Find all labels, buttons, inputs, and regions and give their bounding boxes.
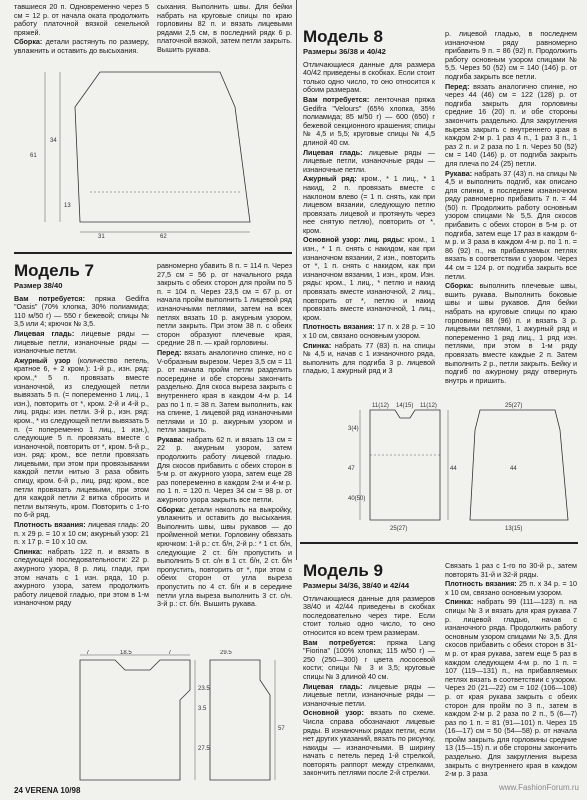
diagram-label: 61 — [30, 153, 37, 159]
density-paragraph — [14, 521, 149, 547]
model-7-section — [14, 262, 149, 609]
text-paragraph: тавшиеся 20 п. Одновременно через 5 см = 12 р. от начала оката продолжить работу платочной вязкой секельной пряжей. — [14, 2, 149, 37]
intro-paragraph: Отличающиеся данные для размера 40/42 приведены в скобках. Если стоит только одно число, то оно относится к обоим размерам. — [303, 59, 435, 95]
section-text: набрать 99 (111—123) п. на спицы № 3 и вязать для края рукава 7 р. лицевой гладью, начав с изнаночного ряда. Продолжить работу основным узором спицами № 3,5. Для скосов прибавить с обеих сторон в 31-м р. от края рукава, затем еще 5 раз в каждом следующем 4-м р. по 1 п. = 107 (119—131) п., на прибавляемых петлях вязать в соответствии с узором. Через 20 (21—22) см = 102 (106—108) р. от края рукава закрыть с обеих сторон для пройм по 3 п., затем в каждом 2-м р. 2 раза по 2 п., 5 (6—7) раз по 1 п. = 81 (91—101) п. Через 15 (16—17) см = 50 (54—58) р. от начала пройм закрыть для горловины средние 13 (15—15) п. и обе стороны закончить раздельно. Для закругления выреза закрыть с внутреннего края в каждом 2-м р. 3 раза — [445, 597, 577, 779]
intro-paragraph: Отличающиеся данные для размеров 38/40 и 42/44 приведены в скобках последовательно через тире. Если стоит только одно число, то оно относится ко всем трем размерам. — [303, 593, 435, 637]
stitch-paragraph — [303, 709, 435, 778]
model-9-section — [303, 562, 435, 779]
model-8-pattern-diagram — [300, 400, 580, 535]
section-label: Перед: — [445, 81, 470, 91]
section-text: набрать 122 п. и вязать в следующей последовательности: 22 р. ажурного узора, 8 р. лиц. глади, при этом начать с 1 изн. ряда, 10 р. ажурного узора, затем продолжить работу лицевой гладью, при этом в 1-м изнаночном ряду — [14, 546, 149, 608]
assembly-paragraph — [445, 282, 577, 385]
diagram-label: 3.5 — [198, 706, 207, 712]
materials-paragraph — [303, 96, 435, 148]
diagram-label: 13(15) — [505, 526, 523, 532]
diagram-label: 13 — [64, 203, 71, 209]
materials-paragraph — [303, 639, 435, 682]
page-footer: 24 VERENA 10/98 — [14, 786, 81, 795]
back-paragraph — [14, 548, 149, 608]
section-label: Сборка: — [14, 37, 43, 47]
section-label: Лицевая гладь: — [14, 328, 75, 338]
diagram-label: 57 — [278, 726, 285, 732]
section-label: Сборка: — [445, 281, 474, 291]
back-paragraph — [445, 598, 577, 778]
model-9-title: Модель 9 — [303, 561, 383, 580]
sleeve-pattern-diagram — [20, 62, 290, 242]
text-paragraph: р. лицевой гладью, в последнем изнаночном ряду равномерно прибавить 9 п. = 86 (92) п. Продолжить работу основным узором спицами № 5,5. Через 50 (52) см = 140 (146) р. от подгиба закрыть все петли. — [445, 29, 577, 81]
section-text: кром., 1 изн., * 1 п. снять с накидом, как при изнаночном вязании, 2 изн., повторить от *, 1 п. снять с накидом, как при изнаночном вязании, 1 изн., кром. Изн. ряды: кром., 1 лиц., * петлю и накид провязать вместе изнаночной, 2 лиц., повторить от *, петлю и накид провязать вместе изнаночной, 1 лиц., кром. — [303, 235, 435, 322]
section-label: Ажурный узор — [14, 355, 71, 365]
section-label: Плотность вязания: — [14, 520, 86, 530]
text-paragraph: равномерно убавить 8 п. = 114 п. Через 27,5 см = 56 р. от начального ряда закрыть с обеих сторон для пройм по 5 п. = 104 п. Через 23,5 см = 67 р. от начала пройм выполнить 1 лицевой ряд изнаночными петлями, затем на всех петлях вязать 10 р. ажурным узором, петли закрыть. При этом 38 п. с обеих сторон образуют плечевые края, средние 28 п. — край горловины. — [157, 261, 292, 348]
section-label: Перед: — [157, 347, 182, 357]
back-pattern-diagram — [20, 650, 292, 785]
column-divider — [296, 0, 297, 560]
section-text: пряжа Gedifra "Oasis" (70% хлопка, 30% полиамида; 110 м/50 г) — 550 г бежевой; спицы № 3,5 или 4; крючок № 3,5. — [14, 293, 149, 329]
density-paragraph — [303, 323, 435, 340]
model-7-title: Модель 7 — [14, 261, 94, 280]
diagram-label: 23.5 — [198, 686, 210, 692]
section-text: набрать 37 (43) п. на спицы № 4,5 и выполнить подгиб, как описано для спинки, в последнем изнаночном ряду равномерно прибавить 7 п. = 44 (50) п. Продолжить работу основным узором спицами № 5,5. Для скосов прибавить с обеих сторон в 5-м р. от подгиба, затем еще 17 раз в каждом 6-м р. и 3 раза в каждом 4-м р. по 1 п. = 86 (92) п., на прибавляемых петлях вязать в соответствии с узором. Через 44 см = 124 р. от подгиба закрыть все петли. — [445, 168, 577, 281]
diagram-label: 31 — [98, 234, 105, 240]
section-label: Основной узор: — [303, 708, 364, 718]
section-divider — [300, 542, 578, 544]
stitch-paragraph — [303, 236, 435, 322]
section-label: Рукава: — [157, 434, 185, 444]
model-9-continued — [445, 562, 577, 780]
section-text: вязать аналогично спинке, но через 44 (46) см = 122 (128) р. от подгиба закрыть для горловины средние 16 (20) п. и обе стороны закончить раздельно. Для закругления выреза закрыть с внутреннего края в каждом 2-м р. 1 раз 4 п., 1 раз 3 п., 1 раз 2 п. и 2 раза по 1 п. Через 50 (52) см = 140 (146) р. от подгиба закрыть для плеча по 24 (25) петли. — [445, 81, 577, 168]
diagram-label: 25(27) — [390, 526, 408, 532]
assembly-paragraph — [157, 506, 292, 609]
back-paragraph — [303, 342, 435, 376]
section-text: лицевые ряды — лицевые петли, изнаночные ряды — изнаночные петли. — [303, 681, 435, 708]
sleeve-paragraph — [445, 170, 577, 282]
stitch-paragraph — [14, 357, 149, 520]
stitch-paragraph — [303, 149, 435, 175]
text-paragraph: Связать 1 раз с 1-го по 30-й р., затем повторять 31-й и 32-й ряды. — [445, 561, 577, 579]
model-8-continued — [445, 30, 577, 386]
diagram-label: 40(50) — [348, 496, 366, 502]
diagram-label: 11(12) — [372, 403, 389, 409]
diagram-label: 44 — [510, 466, 517, 472]
section-label: Лицевая гладь: — [303, 147, 363, 157]
section-text: детали наколоть на выкройку, увлажнить и оставить до высыхания. Выполнить швы, швы рукавов — до пройменной метки. Горловину обвязать крючком: 1-й р.: ст. б/н, 2-й р.: * 1 ст. б/н, следующие 2 ст. б/н пропустить и выполнить 5 ст. с/н в 1 ст. б/н, 2 ст. б/н пропустить, повторить от *, при этом с обеих сторон от угла выреза пропустить по 4 ст. б/н и в середине петли угла выреза выполнить 3 ст. с/н. 3-й р.: ст. б/н. Вышить рукава. — [157, 504, 292, 609]
section-text: пряжа Lang "Fiorina" (100% хлопка; 115 м/50 г) — 250 (250—300) г цвета лососевой кости; спицы № 3 и 3,5; круговые спицы № 3 длиной 40 см. — [303, 637, 435, 681]
section-label: Ажурный ряд: — [303, 174, 357, 184]
diagram-label: 18.5 — [120, 650, 132, 656]
model-7-size: Размер 38/40 — [14, 281, 63, 290]
section-label: Спинка: — [303, 340, 332, 350]
section-label: Плотность вязания: — [445, 579, 517, 589]
section-label: Спинка: — [14, 546, 43, 556]
section-label: Вам потребуется: — [303, 637, 376, 647]
front-paragraph — [445, 83, 577, 169]
section-text: ленточная пряжа Gedifra "Velours" (65% хлопка, 35% полиамида; 85 м/50 г) — 600 (650) г бежевой секционного крашения; спицы № 4,5 и 5,5; круговые спицы № 4,5 длиной 40 см. — [303, 94, 435, 147]
front-paragraph — [157, 349, 292, 435]
section-text: лицевая гладь: 20 п. x 29 р. = 10 x 10 см; ажурный узор: 21 п. x 17 р. = 10 x 10 см. — [14, 520, 150, 547]
stitch-paragraph — [303, 175, 435, 235]
section-text: набрать 77 (83) п. на спицы № 4,5 и, начав с 1 изнаночного ряда, выполнить для подгиба 3 р. лицевой гладью, 1 ажурный ряд и 3 — [303, 340, 435, 376]
materials-paragraph — [14, 295, 149, 329]
section-label: Вам потребуется: — [14, 293, 85, 303]
section-label: Рукава: — [445, 168, 473, 178]
diagram-label: 47 — [348, 466, 355, 472]
section-text: набрать 62 п. и вязать 13 см = 22 р. ажурным узором, затем продолжить работу лицевой гладью. Для скосов прибавить с обеих сторон в 5-м р. от ажурного узора, затем еще 28 раз попеременно в каждом 2-м и 4-м р. по 1 п. = 120 п. Через 34 см = 98 р. от ажурного узора закрыть все петли. — [157, 434, 292, 505]
diagram-label: 44 — [450, 466, 457, 472]
sleeve-paragraph — [157, 436, 292, 505]
model-7-continued — [157, 262, 292, 610]
diagram-label: 62 — [160, 234, 167, 240]
stitch-paragraph — [303, 683, 435, 709]
diagram-label: 7 — [86, 650, 90, 656]
section-text: 17 п. x 28 р. = 10 x 10 см, связано основным узором. — [303, 322, 436, 340]
section-label: Сборка: — [157, 504, 186, 514]
section-text: выполнить плечевые швы, вшить рукава. Выполнить боковые швы и швы рукавов. Для бейки набрать на круговые спицы по краю горловины 88 (96) п. и вязать 3 р. лицевыми петлями, 1 ажурный ряд и попеременно 1 ряд лиц., 1 ряд изн. петлями, при этом в 1-м ряду провязать вместе каждые 2 п. Затем выполнить 2 р., петли закрыть. Бейку и подгиб по ажурному ряду отвернуть внутрь и пришить. — [445, 281, 577, 385]
section-label: Лицевая гладь: — [303, 681, 363, 691]
text-paragraph — [14, 38, 149, 55]
model-8-title: Модель 8 — [303, 27, 383, 46]
diagram-label: 7 — [168, 650, 172, 656]
model-9-size: Размеры 34/36, 38/40 и 42/44 — [303, 581, 410, 590]
section-label: Вам потребуется: — [303, 94, 370, 104]
model-8-section — [303, 28, 435, 377]
section-text: 25 п. x 34 р. = 10 x 10 см, связано основным узором. — [445, 579, 578, 597]
column-2-top — [157, 3, 292, 56]
section-text: кром., * 1 лиц., * 1 накид, 2 п. провязать вместе с наклоном влево (= 1 п. снять, как при лицевом вязании, следующую петлю провязать лицевой и протянуть через нее снятую петлю), повторить от *, кром. — [303, 174, 435, 235]
section-text: лицевые ряды — лицевые петли, изнаночные ряды — изнаночные петли. — [303, 147, 435, 174]
diagram-label: 3(4) — [348, 426, 359, 432]
diagram-label: 29.5 — [220, 650, 232, 656]
density-paragraph — [445, 580, 577, 597]
diagram-label: 14(15) — [396, 403, 414, 409]
section-text: вязать аналогично спинке, но с V-образным вырезом. Через 3,5 см = 11 р. от начала пройм петли разделить посередине и обе стороны закончить раздельно. Для скоса выреза закрыть с внутреннего края в каждом 4-м р. 14 раз по 1 п. = 38 п. Затем выполнить, как на спинке, 1 лицевой ряд изнаночными петлями и 10 р. ажурным узором и петли закрыть. — [157, 347, 292, 435]
section-text: лицевые ряды — лицевые петли, изнаночные ряды — изнаночные петли. — [14, 328, 149, 356]
section-text: вязать по схеме. Числа справа обозначают лицевые ряды. В изнаночных рядах петли, если нет других указаний, вязать по рисунку, накиды — изнаночными. В ширину начать с петель перед 1-й стрелкой, повторять раппорт между стрелками, закончить петлями после 2-й стрелки. — [303, 708, 435, 778]
diagram-label: 34 — [50, 138, 57, 144]
stitch-paragraph — [14, 330, 149, 356]
section-divider — [14, 252, 292, 254]
section-text: детали растянуть по размеру, увлажнить и оставить до высыхания. — [14, 37, 149, 55]
diagram-label: 27.5 — [198, 746, 210, 752]
column-1-top — [14, 3, 149, 57]
model-8-size: Размеры 36/38 и 40/42 — [303, 47, 386, 56]
section-label: Спинка: — [445, 597, 474, 607]
text-paragraph: сыхания. Выполнить швы. Для бейки набрать на круговые спицы по краю горловины 82 п. и вязать лицевыми рядами 2,5 см, в последний рядк 6 р. платочной вязкой, затем петли закрыть. Вышить рукава. — [157, 2, 292, 54]
watermark: www.FashionForum.ru — [498, 783, 579, 792]
section-label: Плотность вязания: — [303, 322, 375, 332]
diagram-label: 25(27) — [505, 403, 523, 409]
section-label: Основной узор: лиц. ряды: — [303, 235, 405, 245]
section-text: (количество петель, кратное 6, + 2 кром.): 1-й р., изн. ряд: кром.,* 5 п. провязать вместе изнаночной, из следующей петли вывязать 5 п. (= попеременно 1 лиц., 1 изн.), повторить от *, кром. 2-й и 4-й р., лиц. ряды: изн. петли. 3-й р., изн. ряд: кром., * из следующей петли вывязать 5 п. (= попеременно 1 лиц., 1 изн.), следующие 5 п. провязать вместе с изнаночной, повторить от *, кром. 5-й р., изн. ряд: кром., все петли провязать лицевыми, при этом при провязывании каждой петли нитью 3 раза обвить спицу, кром. 6-й р., лиц. ряд: кром., все петли провязать лицевыми, при этом для каждой петли 2 витка сбросить и петли вытянуть, кром. Повторить с 1-го по 6-й ряд. — [14, 355, 149, 520]
diagram-label: 11(12) — [420, 403, 437, 409]
